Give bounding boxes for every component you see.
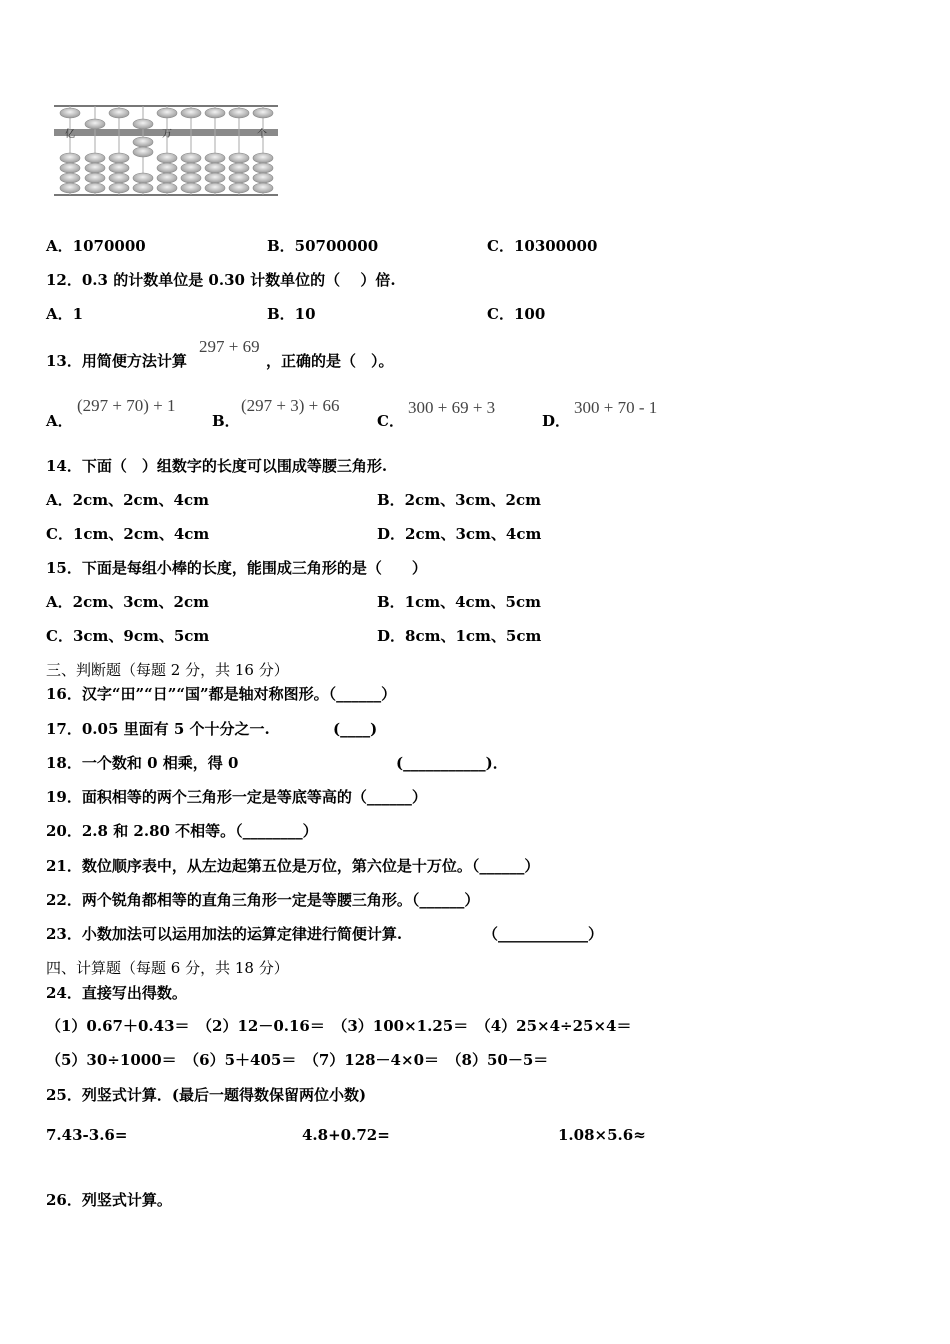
q15-stem: 15．下面是每组小棒的长度，能围成三角形的是（ ） [46, 559, 427, 577]
q21: 21．数位顺序表中，从左边起第五位是万位，第六位是十万位。（______） [46, 857, 540, 875]
q13-stem-pre: 13．用简便方法计算 [46, 352, 187, 370]
q11-option-c[interactable]: C．10300000 [487, 237, 598, 255]
q11-option-b[interactable]: B．50700000 [267, 237, 379, 255]
q23-stem: 23．小数加法可以运用加法的运算定律进行简便计算. [46, 925, 403, 943]
abacus-label-yi: 亿 [65, 129, 75, 140]
q24-row-2: （5）30÷1000＝ （6）5＋405＝ （7）128－4×0＝ （8）50－5＝ [46, 1051, 549, 1069]
q25-stem: 25．列竖式计算．(最后一题得数保留两位小数) [46, 1086, 367, 1104]
q18-answer-blank[interactable]: (___________)． [396, 754, 508, 772]
q24-row-1: （1）0.67＋0.43＝ （2）12－0.16＝ （3）100×1.25＝ （4）25×4÷25×4＝ [46, 1017, 632, 1035]
q17-answer-blank[interactable]: (____) [333, 720, 378, 738]
q22: 22．两个锐角都相等的直角三角形一定是等腰三角形。（______） [46, 891, 480, 909]
q11-option-a[interactable]: A．1070000 [46, 237, 146, 255]
q12-option-c[interactable]: C．100 [487, 305, 546, 323]
q14-option-a[interactable]: A．2cm、2cm、4cm [46, 491, 209, 509]
q15-option-a[interactable]: A．2cm、3cm、2cm [46, 593, 209, 611]
q25-expression-2: 4.8+0.72= [302, 1126, 390, 1144]
q14-option-d[interactable]: D．2cm、3cm、4cm [377, 525, 542, 543]
q14-option-c[interactable]: C．1cm、2cm、4cm [46, 525, 210, 543]
q16: 16．汉字“田”“日”“国”都是轴对称图形。（______） [46, 685, 397, 703]
q14-option-b[interactable]: B．2cm、3cm、2cm [377, 491, 542, 509]
q15-option-d[interactable]: D．8cm、1cm、5cm [377, 627, 542, 645]
q26-stem: 26．列竖式计算。 [46, 1191, 172, 1209]
section-3-heading: 三、判断题（每题 2 分，共 16 分） [46, 661, 289, 679]
q20: 20．2.8 和 2.80 不相等。（________） [46, 822, 318, 840]
q13-option-d-label[interactable]: D． [542, 412, 571, 430]
q25-expression-3: 1.08×5.6≈ [558, 1126, 646, 1144]
q13-stem-post: ，正确的是（ ）。 [266, 352, 394, 370]
q13-option-a-expr[interactable]: (297 + 70) + 1 [77, 396, 176, 415]
q13-option-a-label[interactable]: A． [46, 412, 73, 430]
q14-stem: 14．下面（ ）组数字的长度可以围成等腰三角形. [46, 457, 388, 475]
q17-stem: 17．0.05 里面有 5 个十分之一. [46, 720, 270, 738]
q13-expression: 297 + 69 [199, 337, 260, 356]
q18-stem: 18．一个数和 0 相乘，得 0 [46, 754, 239, 772]
q13-option-d-expr[interactable]: 300 + 70 - 1 [574, 398, 658, 417]
abacus-label-wan: 万 [162, 129, 172, 140]
q13-option-c-expr[interactable]: 300 + 69 + 3 [408, 398, 496, 417]
q19: 19．面积相等的两个三角形一定是等底等高的（______） [46, 788, 427, 806]
q24-stem: 24．直接写出得数。 [46, 984, 187, 1002]
q23-answer-blank[interactable]: （____________） [483, 925, 604, 943]
section-4-heading: 四、计算题（每题 6 分，共 18 分） [46, 959, 289, 977]
q15-option-c[interactable]: C．3cm、9cm、5cm [46, 627, 210, 645]
q13-option-b-expr[interactable]: (297 + 3) + 66 [241, 396, 340, 415]
abacus-figure [52, 100, 282, 200]
q15-option-b[interactable]: B．1cm、4cm、5cm [377, 593, 542, 611]
q12-option-b[interactable]: B．10 [267, 305, 316, 323]
q13-option-c-label[interactable]: C． [377, 412, 404, 430]
q25-expression-1: 7.43-3.6= [46, 1126, 128, 1144]
q13-option-b-label[interactable]: B． [212, 412, 240, 430]
abacus-label-ge: 个 [257, 129, 267, 140]
q12-stem: 12．0.3 的计数单位是 0.30 计数单位的（ ）倍. [46, 271, 396, 289]
q12-option-a[interactable]: A．1 [46, 305, 84, 323]
